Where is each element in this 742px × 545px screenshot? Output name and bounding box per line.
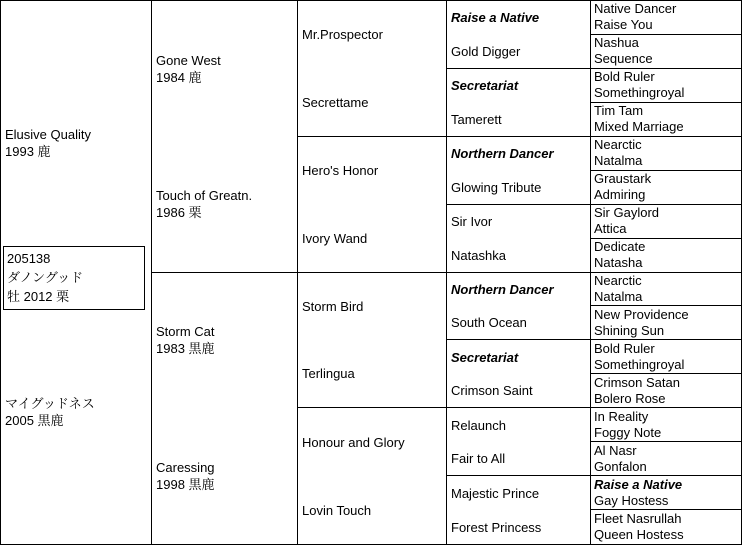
horse-name: Glowing Tribute	[451, 179, 542, 195]
gen4-cell-10	[447, 340, 591, 374]
gen5-cell-13	[591, 442, 741, 476]
horse-name: Raise a Native	[594, 476, 683, 492]
horse-name: Mr.Prospector	[302, 27, 383, 43]
subject-box	[3, 246, 145, 310]
horse-name: Somethingroyal	[594, 356, 685, 372]
gen5-cell-11	[591, 374, 741, 408]
horse-name: Secretariat	[451, 78, 519, 94]
horse-year-coat: 1983 黒鹿	[156, 341, 215, 357]
gen5-cell-14	[591, 476, 741, 510]
horse-name: Honour and Glory	[302, 434, 405, 450]
gen2-cell-1	[152, 137, 298, 273]
horse-name: Nashua	[594, 35, 639, 51]
horse-name: Secretariat	[451, 349, 519, 365]
gen4-cell-14	[447, 476, 591, 510]
gen3-cell-2	[298, 137, 447, 205]
subject-name: ダノングッド	[7, 270, 84, 285]
horse-name: Queen Hostess	[594, 527, 684, 543]
gen4-cell-6	[447, 205, 591, 239]
horse-year-coat: 1984 鹿	[156, 69, 202, 85]
horse-name: Gay Hostess	[594, 492, 669, 508]
gen4-cell-12	[447, 408, 591, 442]
horse-name: Northern Dancer	[451, 146, 554, 162]
horse-name: Natalma	[594, 153, 643, 169]
horse-name: Caressing	[156, 460, 215, 476]
horse-name: Natalma	[594, 288, 643, 304]
subject-column	[1, 1, 152, 544]
horse-name: マイグッドネス	[5, 395, 95, 411]
horse-name: Bold Ruler	[594, 69, 655, 85]
horse-name: Natashka	[451, 247, 506, 263]
horse-name: Northern Dancer	[451, 281, 554, 297]
gen3-cell-4	[298, 273, 447, 341]
gen3-cell-3	[298, 205, 447, 273]
horse-year-coat: 1986 栗	[156, 205, 202, 221]
gen3-cell-1	[298, 69, 447, 137]
subject-id: 205138	[7, 251, 51, 266]
gen4-cell-2	[447, 69, 591, 103]
horse-name: Fair to All	[451, 451, 506, 467]
gen2-cell-2	[152, 273, 298, 409]
horse-name: In Reality	[594, 408, 649, 424]
horse-name: Sequence	[594, 51, 653, 67]
gen5-cell-15	[591, 510, 741, 544]
gen5-cell-8	[591, 273, 741, 307]
gen4-cell-4	[447, 137, 591, 171]
horse-name: Dedicate	[594, 239, 646, 255]
horse-name: Gold Digger	[451, 43, 521, 59]
dam-cell	[1, 310, 151, 545]
gen4-cell-5	[447, 171, 591, 205]
gen5-cell-5	[591, 171, 741, 205]
horse-name: Nearctic	[594, 137, 642, 153]
gen5-cell-9	[591, 306, 741, 340]
horse-name: Nearctic	[594, 272, 642, 288]
gen3-cell-5	[298, 340, 447, 408]
gen5-cell-10	[591, 340, 741, 374]
horse-name: Terlingua	[302, 366, 355, 382]
gen2-cell-0	[152, 1, 298, 137]
horse-name: Relaunch	[451, 417, 506, 433]
gen5-cell-2	[591, 69, 741, 103]
horse-name: Bold Ruler	[594, 340, 655, 356]
horse-name: Tamerett	[451, 111, 502, 127]
gen5-cell-0	[591, 1, 741, 35]
horse-name: Attica	[594, 221, 627, 237]
gen3-cell-0	[298, 1, 447, 69]
horse-year-coat: 1998 黒鹿	[156, 477, 215, 493]
horse-name: Gone West	[156, 52, 221, 68]
horse-name: Shining Sun	[594, 322, 665, 338]
gen5-cell-12	[591, 408, 741, 442]
sire-cell	[1, 1, 151, 246]
horse-name: Al Nasr	[594, 442, 637, 458]
horse-name: Raise a Native	[451, 10, 540, 26]
gen2-cell-3	[152, 408, 298, 544]
horse-name: Ivory Wand	[302, 230, 368, 246]
gen4-cell-15	[447, 510, 591, 544]
gen4-cell-0	[447, 1, 591, 35]
horse-year-coat: 1993 鹿	[5, 144, 51, 160]
gen5-cell-6	[591, 205, 741, 239]
gen3-cell-7	[298, 476, 447, 544]
horse-name: South Ocean	[451, 315, 527, 331]
horse-name: Hero's Honor	[302, 163, 379, 179]
horse-name: Lovin Touch	[302, 502, 372, 518]
horse-name: Fleet Nasrullah	[594, 511, 682, 527]
horse-name: New Providence	[594, 306, 689, 322]
horse-name: Majestic Prince	[451, 485, 540, 501]
horse-name: Natasha	[594, 255, 643, 271]
subject-sex-year-coat: 牡 2012 栗	[7, 289, 70, 304]
horse-name: Secrettame	[302, 94, 369, 110]
horse-name: Tim Tam	[594, 103, 644, 119]
gen3-cell-6	[298, 408, 447, 476]
gen5-cell-7	[591, 239, 741, 273]
horse-name: Storm Bird	[302, 298, 364, 314]
gen4-cell-8	[447, 273, 591, 307]
gen4-cell-7	[447, 239, 591, 273]
gen4-cell-3	[447, 103, 591, 137]
horse-name: Sir Gaylord	[594, 205, 660, 221]
gen4-cell-11	[447, 374, 591, 408]
gen5-cell-1	[591, 35, 741, 69]
horse-name: Storm Cat	[156, 324, 215, 340]
horse-name: Crimson Saint	[451, 383, 533, 399]
horse-name: Sir Ivor	[451, 214, 493, 230]
horse-name: Foggy Note	[594, 424, 662, 440]
horse-name: Forest Princess	[451, 519, 542, 535]
horse-name: Mixed Marriage	[594, 119, 684, 135]
gen5-cell-4	[591, 137, 741, 171]
gen4-cell-1	[447, 35, 591, 69]
horse-name: Elusive Quality	[5, 127, 91, 143]
horse-name: Gonfalon	[594, 458, 647, 474]
horse-name: Touch of Greatn.	[156, 188, 253, 204]
horse-name: Graustark	[594, 171, 652, 187]
gen4-cell-9	[447, 306, 591, 340]
horse-year-coat: 2005 黒鹿	[5, 412, 64, 428]
horse-name: Native Dancer	[594, 1, 677, 17]
horse-name: Bolero Rose	[594, 390, 666, 406]
horse-name: Admiring	[594, 187, 646, 203]
gen5-cell-3	[591, 103, 741, 137]
gen4-cell-13	[447, 442, 591, 476]
horse-name: Crimson Satan	[594, 374, 680, 390]
horse-name: Somethingroyal	[594, 85, 685, 101]
horse-name: Raise You	[594, 17, 653, 33]
